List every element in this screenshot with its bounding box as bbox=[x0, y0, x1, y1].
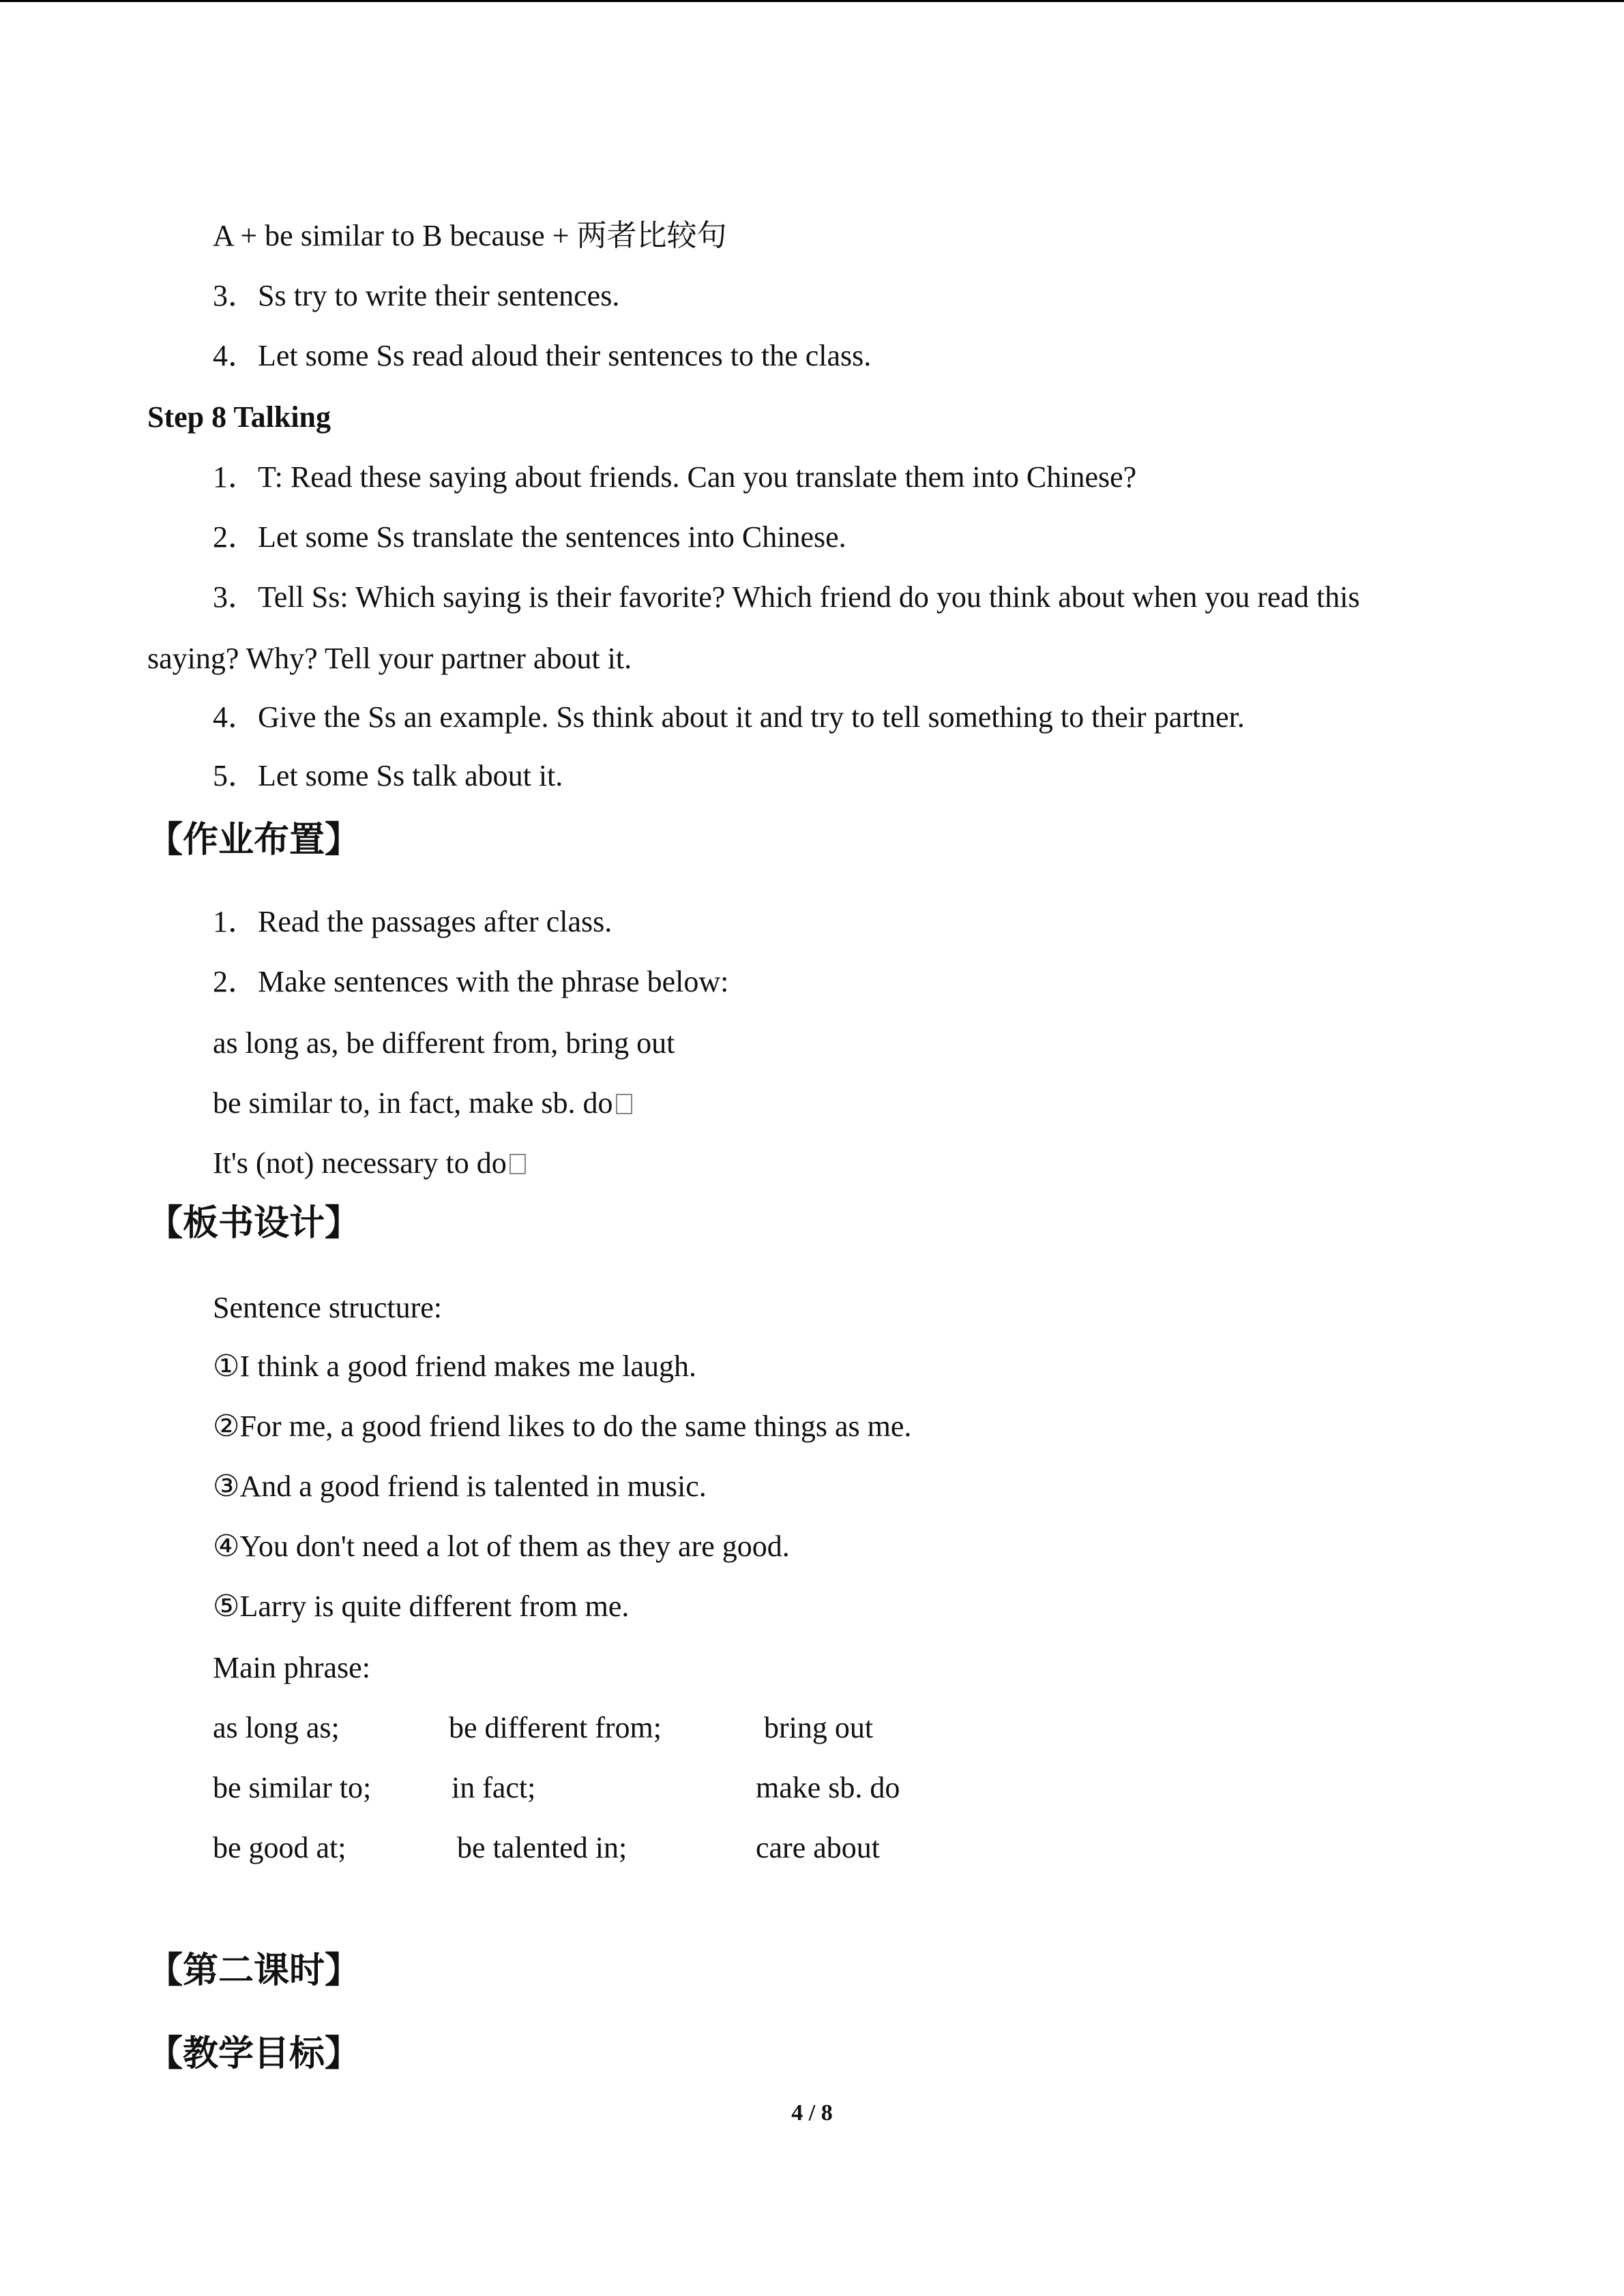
homework-item-2: 2．Make sentences with the phrase below: bbox=[213, 965, 729, 998]
lesson2-heading: 【第二课时】 bbox=[147, 1950, 361, 1991]
structure-sentence-2: ②For me, a good friend likes to do the same things as me. bbox=[213, 1410, 912, 1443]
phrase-r1-c3: bring out bbox=[764, 1711, 874, 1744]
main-phrase-label: Main phrase: bbox=[213, 1651, 370, 1684]
phrase-r2-c1: be similar to; bbox=[213, 1771, 372, 1804]
structure-sentence-5: ⑤Larry is quite different from me. bbox=[213, 1590, 630, 1623]
step7-item-4: 4．Let some Ss read aloud their sentences to the class. bbox=[213, 339, 872, 372]
homework-item-1: 1．Read the passages after class. bbox=[213, 905, 612, 938]
phrase-r3-c2: be talented in; bbox=[457, 1831, 628, 1864]
structure-sentence-4: ④You don't need a lot of them as they are good. bbox=[213, 1530, 790, 1563]
step8-item-1: 1．T: Read these saying about friends. Can you translate them into Chinese? bbox=[213, 460, 1137, 494]
placeholder-box-icon bbox=[510, 1154, 526, 1174]
placeholder-box-icon bbox=[616, 1094, 632, 1114]
step7-item-3: 3．Ss try to write their sentences. bbox=[213, 279, 620, 312]
board-design-heading: 【板书设计】 bbox=[147, 1203, 361, 1244]
sentence-structure-label: Sentence structure: bbox=[213, 1291, 442, 1324]
homework-phrases-2-text: be similar to, in fact, make sb. do bbox=[213, 1086, 613, 1120]
phrase-r1-c2: be different from; bbox=[449, 1711, 662, 1744]
page-number: 4 / 8 bbox=[791, 2100, 833, 2126]
phrase-r3-c1: be good at; bbox=[213, 1831, 346, 1864]
homework-heading: 【作业布置】 bbox=[147, 820, 361, 861]
homework-phrases-2 bbox=[213, 1084, 632, 1122]
phrase-r2-c3: make sb. do bbox=[756, 1771, 900, 1804]
comparison-pattern-line: A + be similar to B because + 两者比较句 bbox=[213, 219, 727, 252]
step8-heading: Step 8 Talking bbox=[147, 400, 331, 434]
phrase-r3-c3: care about bbox=[756, 1831, 880, 1864]
homework-phrases-1: as long as, be different from, bring out bbox=[213, 1026, 675, 1060]
phrase-r1-c1: as long as; bbox=[213, 1711, 340, 1744]
structure-sentence-1: ①I think a good friend makes me laugh. bbox=[213, 1350, 697, 1383]
homework-phrases-3-text: It's (not) necessary to do bbox=[213, 1146, 507, 1180]
phrase-r2-c2: in fact; bbox=[452, 1771, 536, 1804]
step8-item-4: 4．Give the Ss an example. Ss think about it and try to tell something to their partner. bbox=[213, 700, 1245, 734]
step8-item-5: 5．Let some Ss talk about it. bbox=[213, 759, 563, 792]
step8-item-3: 3．Tell Ss: Which saying is their favorite? Which friend do you think about when you read this bbox=[213, 580, 1360, 614]
step8-item-3-cont: saying? Why? Tell your partner about it. bbox=[147, 642, 632, 675]
step8-item-2: 2．Let some Ss translate the sentences into Chinese. bbox=[213, 520, 846, 554]
homework-phrases-3 bbox=[213, 1144, 526, 1182]
teaching-objectives-heading: 【教学目标】 bbox=[147, 2033, 361, 2074]
structure-sentence-3: ③And a good friend is talented in music. bbox=[213, 1470, 707, 1503]
